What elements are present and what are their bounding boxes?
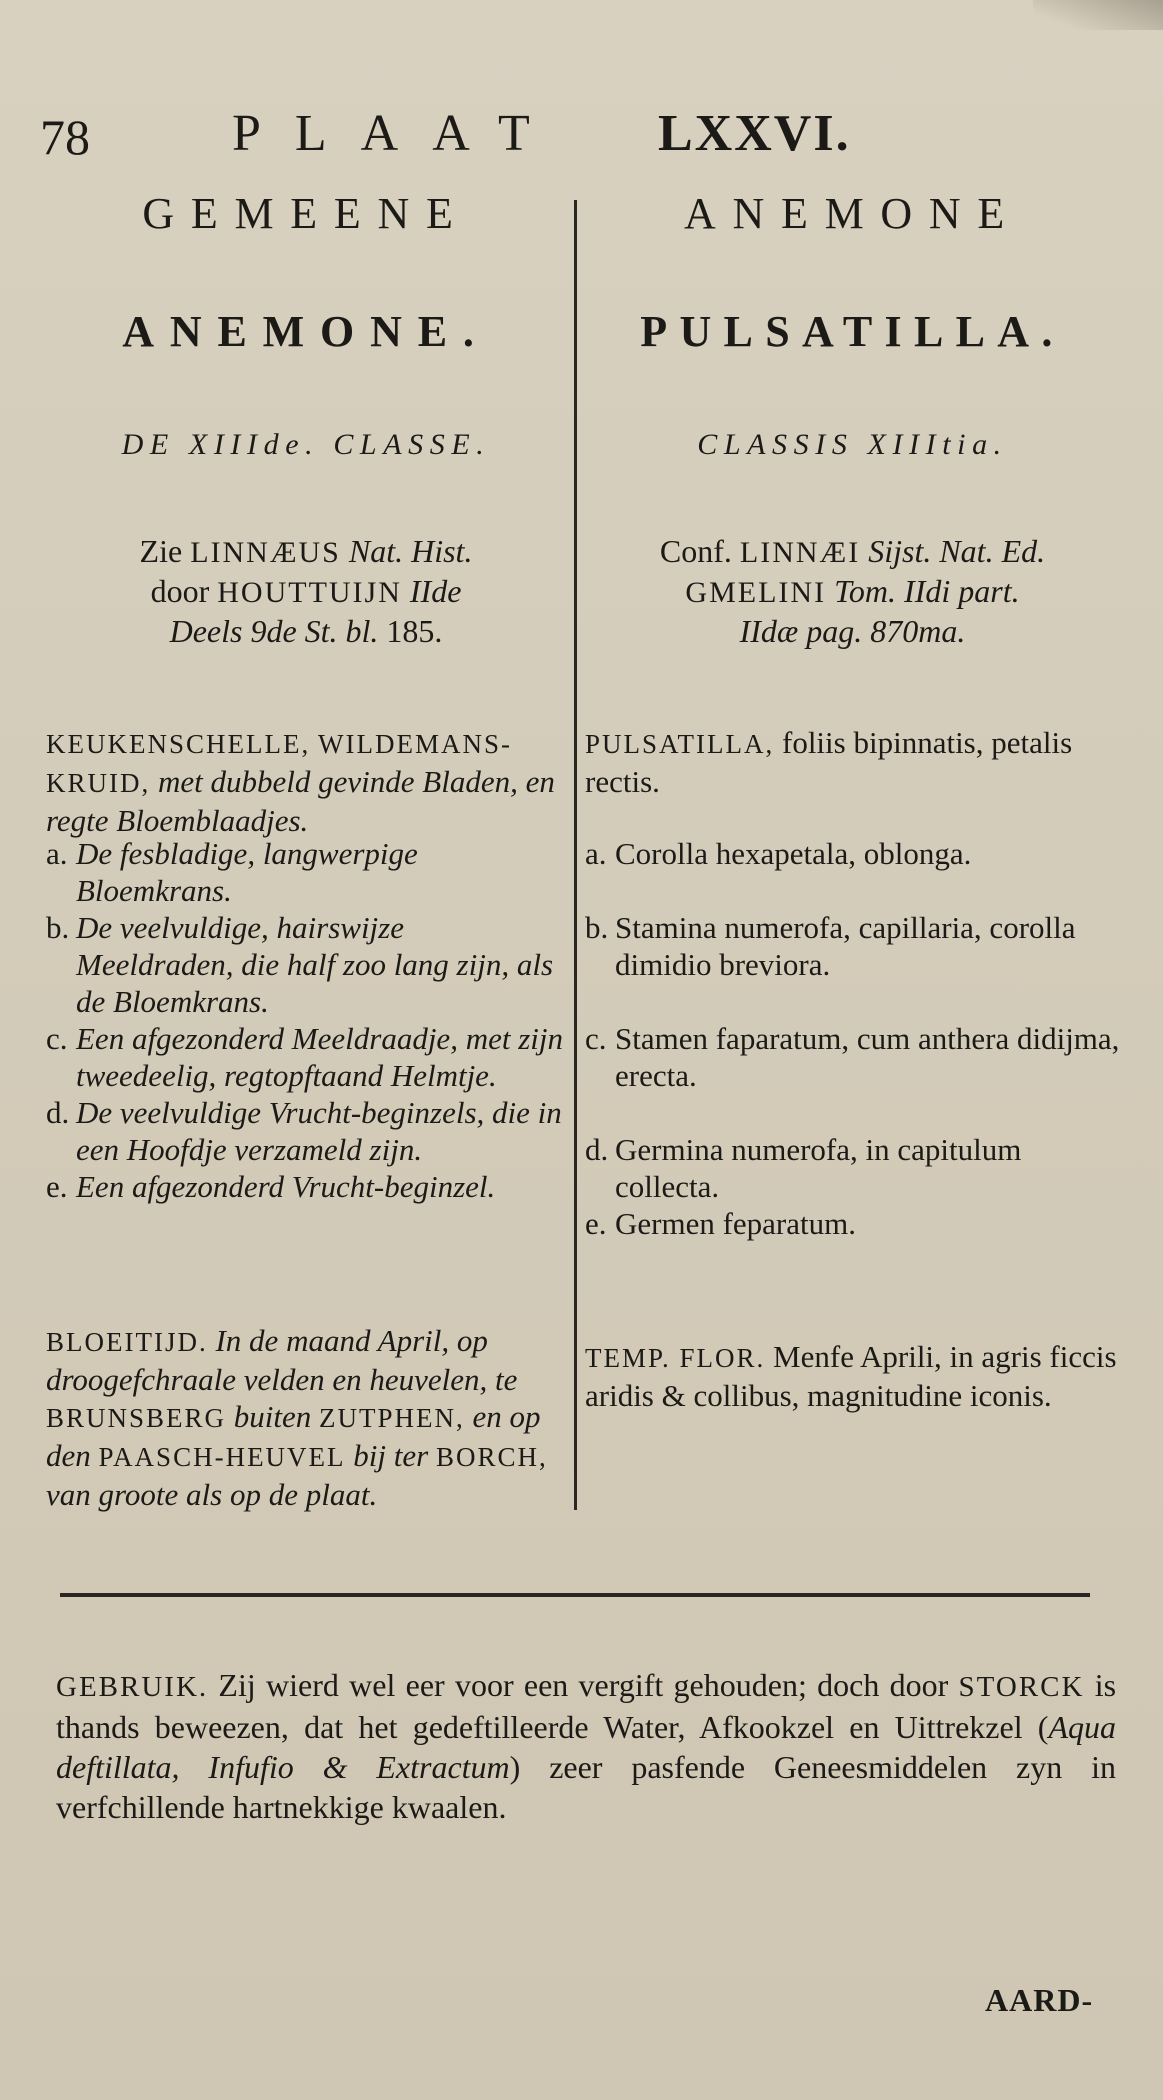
list-item: b. Stamina numerofa, capillaria, corolla dimidio breviora. (585, 910, 1076, 982)
list-item: c. Stamen faparatum, cum anthera didijma, erecta. (585, 1021, 1120, 1093)
left-bloeitijd: BLOEITIJD. In de maand April, op droogefchraale velden en heuvelen, te BRUNSBERG buiten ZUTPHEN, en op den PAASCH-HEUVEL bij ter BORCH, van groote als op de plaat. (46, 1323, 548, 1512)
right-title-2: PULSATILLA. (640, 307, 1065, 356)
plate-word: PLAAT (232, 105, 564, 162)
list-item: a. De fesbladige, langwerpige Bloemkrans. (46, 836, 418, 908)
left-classe: DE XIIIde. CLASSE. (121, 428, 491, 461)
right-title-1: ANEMONE (683, 189, 1022, 238)
horizontal-rule (60, 1593, 1090, 1597)
list-item: e. Germen feparatum. (585, 1206, 856, 1241)
page-number: 78 (40, 109, 90, 165)
left-title-1: GEMEENE (142, 189, 470, 238)
list-item: d. Germina numerofa, in capitulum collecta. (585, 1132, 1022, 1204)
list-item: d. De veelvuldige Vrucht-beginzels, die in een Hoofdje verzameld zijn. (46, 1095, 562, 1167)
right-temp-flor: TEMP. FLOR. Menfe Aprili, in agris ficcis aridis & collibus, magnitudine iconis. (585, 1339, 1117, 1413)
page-edge-shadow (1033, 0, 1163, 30)
list-item: a. Corolla hexapetala, oblonga. (585, 836, 972, 871)
left-items (46, 835, 566, 1205)
right-description: PULSATILLA, foliis bipinnatis, petalis rectis. (585, 725, 1073, 799)
column-divider (574, 200, 577, 1510)
list-item: e. Een afgezonderd Vrucht-beginzel. (46, 1169, 496, 1204)
list-item: b. De veelvuldige, hairswijze Meeldraden, die half zoo lang zijn, als de Bloemkrans. (46, 910, 554, 1019)
catchword: AARD- (985, 1982, 1094, 2018)
left-reference: Zie LINNÆUS Nat. Hist. door HOUTTUIJN IIde Deels 9de St. bl. 185. (139, 533, 473, 649)
list-item: c. Een afgezonderd Meeldraadje, met zijn tweedeelig, regtopftaand Helmtje. (46, 1021, 563, 1093)
gebruik-paragraph: GEBRUIK. Zij wierd wel eer voor een vergift gehouden; doch door STORCK is thands beweezen, dat het gedeftilleerde Water, Afkookzel en Uittrekzel (Aqua deftillata, Infufio & Extractum) zeer pasfende Geneesmiddelen zyn in verfchillende hartnekkige kwaalen. (56, 1667, 1117, 1825)
right-reference: Conf. LINNÆI Sijst. Nat. Ed. GMELINI Tom. IIdi part. IIdæ pag. 870ma. (659, 533, 1046, 649)
left-description: KEUKENSCHELLE, WILDEMANS-KRUID, met dubbeld gevinde Bladen, en regte Bloemblaadjes. (46, 729, 555, 838)
right-classis: CLASSIS XIIItia. (697, 428, 1008, 461)
right-items (585, 835, 1120, 1242)
plate-number: LXXVI. (658, 105, 851, 162)
left-title-2: ANEMONE. (122, 307, 490, 356)
